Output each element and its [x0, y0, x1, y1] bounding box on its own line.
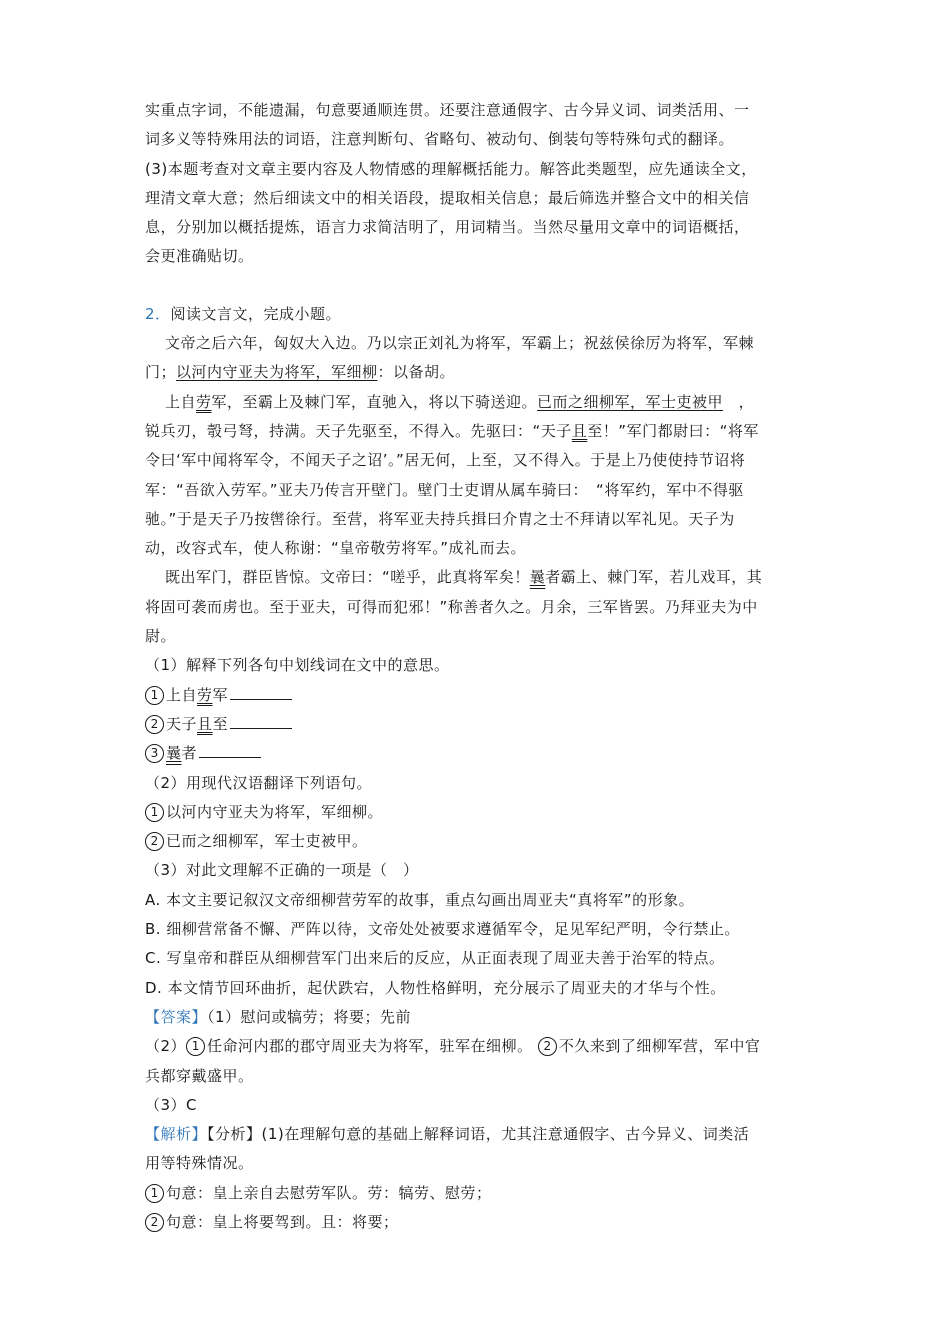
passage-line: 军：“吾欲入劳军。”亚夫乃传言开壁门。壁门士吏谓从属车骑曰： “将军约，军中不得驱	[145, 480, 744, 499]
circled-number: 1	[186, 1037, 205, 1056]
option-c: C. 写皇帝和群臣从细柳营军门出来后的反应，从正面表现了周亚夫善于治军的特点。	[145, 949, 725, 968]
text-line: 词多义等特殊用法的词语，注意判断句、省略句、被动句、倒装句等特殊句式的翻译。	[145, 130, 735, 149]
passage-line: 动，改容式车，使人称谢：“皇帝敬劳将军。”成礼而去。	[145, 539, 527, 558]
circled-number: 1	[145, 686, 164, 705]
underlined-word: 曩	[529, 568, 546, 587]
circled-number: 2	[538, 1037, 557, 1056]
passage-line: 锐兵刃，彀弓弩，持满。天子先驱至，不得入。先驱曰：“天子且至！”军门都尉曰：“将军	[145, 421, 759, 440]
text-line: 实重点字词，不能遗漏，句意要通顺连贯。还要注意通假字、古今异义词、词类活用、一	[145, 101, 750, 119]
explanation-line: 用等特殊情况。	[145, 1154, 254, 1173]
underlined-word: 劳	[196, 392, 212, 411]
text-line: (3)本题考查对文章主要内容及人物情感的理解概括能力。解答此类题型，应先通读全文，	[145, 159, 757, 178]
text-line: 理清文章大意；然后细读文中的相关语段，提取相关信息；最后筛选并整合文中的相关信	[145, 188, 750, 207]
passage-line: 令曰‘军中闻将军令，不闻天子之诏’。”居无何，上至，又不得入。于是上乃使使持节诏将	[145, 451, 746, 470]
option-a: A. 本文主要记叙汉文帝细柳营劳军的故事，重点勾画出周亚夫“真将军”的形象。	[145, 890, 695, 909]
sub-item: 3 曩者	[145, 739, 815, 768]
circled-number: 2	[145, 715, 164, 734]
question-title: 阅读文言文，完成小题。	[170, 304, 342, 323]
underlined-sentence: 已而之细柳军，军士吏被甲	[537, 392, 724, 411]
explanation-tag: 【解析】	[145, 1125, 208, 1144]
passage-line: 既出军门，群臣皆惊。文帝曰：“嗟乎，此真将军矣！曩者霸上、棘门军，若儿戏耳，其	[165, 568, 763, 587]
passage-line: 文帝之后六年，匈奴大入边。乃以宗正刘礼为将军，军霸上；祝兹侯徐厉为将军，军棘	[165, 334, 755, 353]
underlined-sentence: 以河内守亚夫为将军，军细柳	[176, 363, 378, 382]
sub-item: 2 已而之细柳军，军士吏被甲。	[145, 827, 815, 856]
sub-item: 1 以河内守亚夫为将军，军细柳。	[145, 798, 815, 827]
question-number: 2．	[145, 304, 171, 323]
text-line: 会更准确贴切。	[145, 247, 254, 266]
circled-number: 2	[145, 1213, 164, 1232]
answer-blank	[230, 714, 292, 729]
answer-line: （2） 1 任命河内郡的郡守周亚夫为将军，驻军在细柳。 2 不久来到了细柳军营，军中官	[145, 1037, 761, 1056]
circled-number: 2	[145, 832, 164, 851]
passage-line: 尉。	[145, 627, 177, 646]
sub-item: 1 上自劳军	[145, 681, 815, 710]
option-d: D. 本文情节回环曲折，起伏跌宕，人物性格鲜明，充分展示了周亚夫的才华与个性。	[145, 978, 726, 997]
answer-tag: 【答案】	[145, 1007, 208, 1026]
circled-number: 3	[145, 744, 164, 763]
sub-question-3: （3）对此文理解不正确的一项是（ ）	[145, 861, 419, 880]
answer-line: 【答案】（1）慰问或犒劳；将要；先前	[145, 1007, 412, 1026]
sub-question-2: （2）用现代汉语翻译下列语句。	[145, 773, 373, 792]
explanation-line: 【解析】【分析】(1)在理解句意的基础上解释词语，尤其注意通假字、古今异义、词类活	[145, 1125, 750, 1144]
explanation-line: 1 句意：皇上亲自去慰劳军队。劳：犒劳、慰劳；	[145, 1179, 815, 1208]
answer-blank	[230, 685, 292, 700]
circled-number: 1	[145, 803, 164, 822]
circled-number: 1	[145, 1184, 164, 1203]
answer-line: 兵都穿戴盛甲。	[145, 1066, 254, 1085]
sub-item: 2 天子且至	[145, 710, 815, 739]
passage-line: 上自劳军，至霸上及棘门军，直驰入，将以下骑送迎。已而之细柳军，军士吏被甲 ，	[165, 392, 755, 411]
question-heading	[145, 300, 815, 329]
option-b: B. 细柳营常备不懈、严阵以待，文帝处处被要求遵循军令，足见军纪严明，令行禁止。	[145, 920, 740, 939]
passage-line: 将固可袭而虏也。至于亚夫，可得而犯邪！”称善者久之。月余，三军皆罢。乃拜亚夫为中	[145, 597, 758, 616]
passage-line: 驰。”于是天子乃按辔徐行。至营，将军亚夫持兵揖曰介胄之士不拜请以军礼见。天子为	[145, 509, 735, 528]
answer-blank	[199, 743, 261, 758]
underlined-word: 且	[571, 421, 588, 440]
document-page	[145, 96, 815, 1237]
explanation-line: 2 句意：皇上将要驾到。且：将要；	[145, 1208, 815, 1237]
text-line: 息，分别加以概括提炼，语言力求简洁明了，用词精当。当然尽量用文章中的词语概括，	[145, 218, 750, 237]
answer-line: （3）C	[145, 1095, 198, 1114]
passage-line: 门；以河内守亚夫为将军，军细柳：以备胡。	[145, 363, 456, 382]
sub-question-1: （1）解释下列各句中划线词在文中的意思。	[145, 656, 450, 675]
